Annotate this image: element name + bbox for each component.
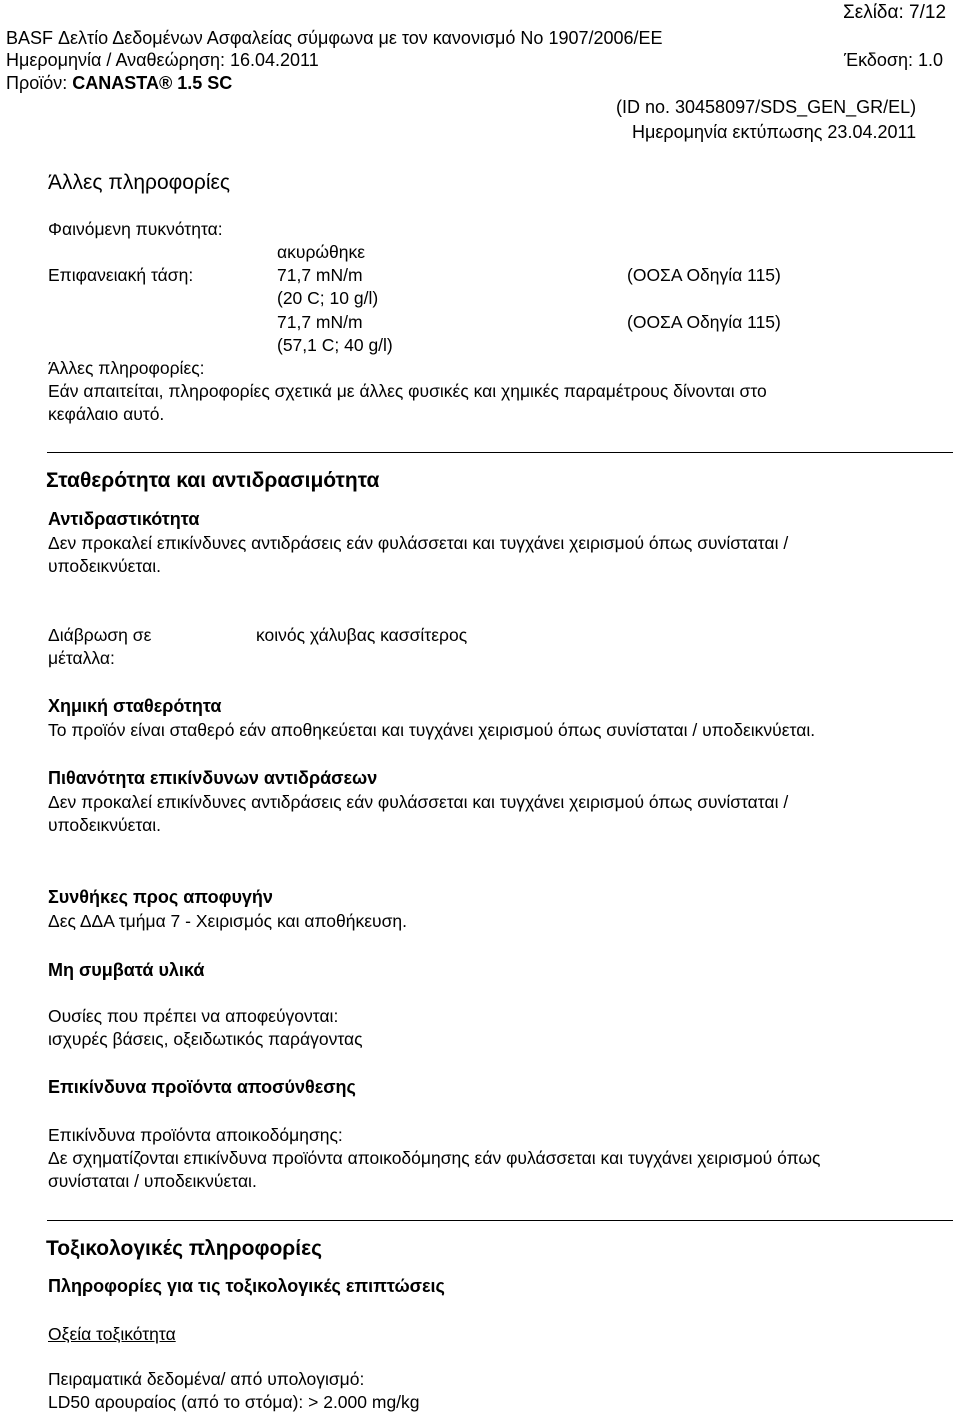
decomposition-products-text-line-2: συνίσταται / υποδεικνύεται.: [48, 1171, 257, 1191]
hazardous-reactions-text-line-1: Δεν προκαλεί επικίνδυνες αντιδράσεις εάν φυλάσσεται και τυγχάνει χειρισμού όπως συνίσταται /: [48, 792, 789, 812]
density-value: ακυρώθηκε: [277, 242, 366, 262]
corrosion-label-line-2: μέταλλα:: [48, 648, 115, 668]
product-line: [6, 74, 232, 92]
corrosion-label-line-1: Διάβρωση σε: [48, 625, 152, 645]
hazardous-reactions-text-line-2: υποδεικνύεται.: [48, 815, 161, 835]
section-divider: [47, 452, 953, 453]
version: Έκδοση: 1.0: [844, 50, 944, 70]
conditions-to-avoid-text: Δες ΔΔΑ τμήμα 7 - Χειρισμός και αποθήκευση.: [48, 911, 408, 931]
more-info-label: Άλλες πληροφορίες:: [48, 358, 205, 378]
acute-toxicity-heading: Οξεία τοξικότητα: [48, 1324, 176, 1344]
section-title-toxicology: Τοξικολογικές πληροφορίες: [46, 1237, 323, 1260]
conditions-to-avoid-title: Συνθήκες προς αποφυγήν: [48, 887, 273, 907]
surface-tension-conditions-2: (57,1 C; 40 g/l): [277, 335, 393, 355]
decomposition-products-title: Επικίνδυνα προϊόντα αποσύνθεσης: [48, 1077, 356, 1097]
reactivity-text-line-2: υποδεικνύεται.: [48, 556, 161, 576]
decomposition-products-label: Επικίνδυνα προϊόντα αποικοδόμησης:: [48, 1125, 343, 1145]
hazardous-reactions-title: Πιθανότητα επικίνδυνων αντιδράσεων: [48, 768, 378, 788]
reactivity-title: Αντιδραστικότητα: [48, 509, 200, 529]
chemical-stability-text: Το προϊόν είναι σταθερό εάν αποθηκεύεται και τυγχάνει χειρισμού όπως συνίσταται / υποδεικνύεται.: [48, 720, 816, 740]
page-number: Σελίδα: 7/12: [843, 2, 947, 23]
more-info-text-line-1: Εάν απαιτείται, πληροφορίες σχετικά με άλλες φυσικές και χημικές παραμέτρους δίνονται στο: [48, 381, 767, 401]
surface-tension-value-2: 71,7 mN/m: [277, 312, 363, 332]
incompatible-materials-value: ισχυρές βάσεις, οξειδωτικός παράγοντας: [48, 1029, 363, 1049]
print-date: Ημερομηνία εκτύπωσης 23.04.2011: [632, 122, 917, 142]
section-title-stability: Σταθερότητα και αντιδρασιμότητα: [46, 469, 380, 492]
more-info-text-line-2: κεφάλαιο αυτό.: [48, 404, 165, 424]
incompatible-materials-title: Μη συμβατά υλικά: [48, 960, 205, 980]
surface-tension-conditions-1: (20 C; 10 g/l): [277, 288, 379, 308]
decomposition-products-text-line-1: Δε σχηματίζονται επικίνδυνα προϊόντα αποικοδόμησης εάν φυλάσσεται και τυγχάνει χειρισμού όπως: [48, 1148, 821, 1168]
surface-tension-method-1: (ΟΟΣΑ Οδηγία 115): [627, 265, 781, 285]
experimental-data-label: Πειραματικά δεδομένα/ από υπολογισμό:: [48, 1369, 365, 1389]
product-name: CANASTA® 1.5 SC: [72, 73, 233, 93]
section-title-other-info: Άλλες πληροφορίες: [48, 171, 231, 194]
chemical-stability-title: Χημική σταθερότητα: [48, 696, 222, 716]
id-number: (ID no. 30458097/SDS_GEN_GR/EL): [616, 97, 917, 117]
surface-tension-method-2: (ΟΟΣΑ Οδηγία 115): [627, 312, 781, 332]
section-divider: [47, 1220, 953, 1221]
surface-tension-value-1: 71,7 mN/m: [277, 265, 363, 285]
corrosion-value: κοινός χάλυβας κασσίτερος: [256, 625, 468, 645]
reactivity-text-line-1: Δεν προκαλεί επικίνδυνες αντιδράσεις εάν φυλάσσεται και τυγχάνει χειρισμού όπως συνίσταται /: [48, 533, 789, 553]
revision-date: Ημερομηνία / Αναθεώρηση: 16.04.2011: [6, 50, 319, 70]
product-label: Προϊόν:: [6, 73, 68, 93]
incompatible-materials-label: Ουσίες που πρέπει να αποφεύγονται:: [48, 1006, 339, 1026]
ld50-value: LD50 αρουραίος (από το στόμα): > 2.000 mg/kg: [48, 1392, 420, 1412]
document-header-title: BASF Δελτίο Δεδομένων Ασφαλείας σύμφωνα με τον κανονισμό No 1907/2006/ΕΕ: [6, 28, 663, 48]
surface-tension-label: Επιφανειακή τάση:: [48, 265, 194, 285]
toxicological-effects-title: Πληροφορίες για τις τοξικολογικές επιπτώσεις: [48, 1276, 445, 1296]
density-label: Φαινόμενη πυκνότητα:: [48, 219, 223, 239]
